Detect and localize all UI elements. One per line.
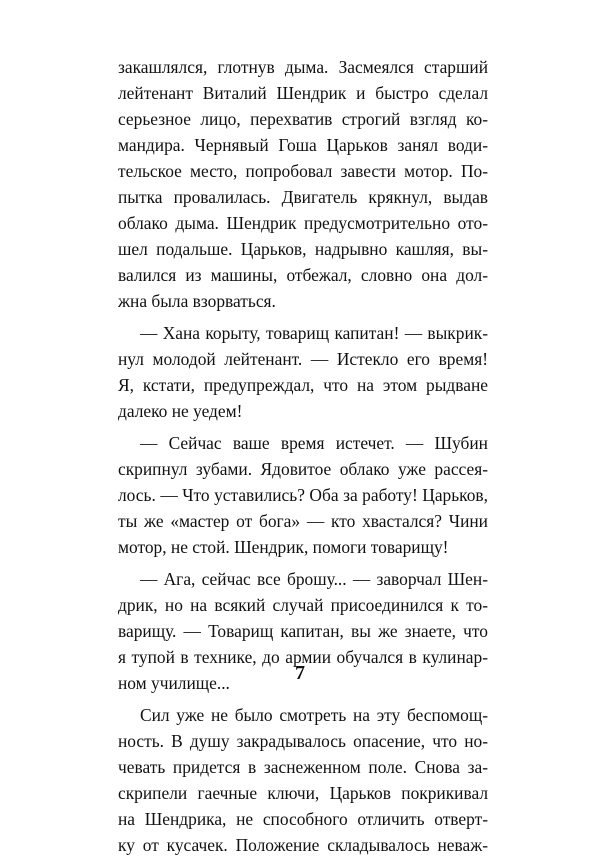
text-line: серьезное лицо, перехватив строгий взгляд ко- xyxy=(118,109,488,129)
text-line: — Хана корыту, товарищ капитан! — выкрик- xyxy=(140,323,488,343)
text-line: на Шендрика, не способного отличить отверт- xyxy=(118,809,488,829)
paragraph xyxy=(118,702,488,858)
text-line: ность. В душу закрадывалось опасение, что но- xyxy=(118,731,488,751)
text-line: валился из машины, отбежал, словно она дол- xyxy=(118,265,488,285)
text-line: далеко не уедем! xyxy=(118,401,243,421)
text-line: Я, кстати, предупреждал, что на этом рыдване xyxy=(118,375,488,395)
paragraph xyxy=(118,54,488,314)
text-line: Сил уже не было смотреть на эту беспомощ- xyxy=(140,705,488,725)
text-line: — Ага, сейчас все брошу... — заворчал Шен- xyxy=(140,569,488,589)
body-text xyxy=(118,54,488,858)
paragraph xyxy=(118,320,488,424)
text-line: нул молодой лейтенант. — Истекло его время! xyxy=(118,349,488,369)
text-line: мотор, не стой. Шендрик, помоги товарищу! xyxy=(118,537,449,557)
text-line: дрик, но на всякий случай присоединился к то- xyxy=(118,595,488,615)
text-line: варищу. — Товарищ капитан, вы же знаете, что xyxy=(118,621,488,641)
text-line: я тупой в технике, до армии обучался в кулинар- xyxy=(118,647,488,667)
text-line: ку от кусачек. Положение складывалось неваж- xyxy=(118,835,488,855)
text-line: лось. — Что уставились? Оба за работу! Царьков, xyxy=(118,485,488,505)
text-line: жна была взорваться. xyxy=(118,291,276,311)
text-line: ты же «мастер от бога» — кто хвастался? Чини xyxy=(118,511,488,531)
text-line: скрипели гаечные ключи, Царьков покрикивал xyxy=(118,783,488,803)
text-line: чевать придется в заснеженном поле. Снова за- xyxy=(118,757,488,777)
text-line: лейтенант Виталий Шендрик и быстро сделал xyxy=(118,83,488,103)
page-number: 7 xyxy=(295,662,305,684)
text-line: закашлялся, глотнув дыма. Засмеялся старший xyxy=(118,57,488,77)
text-line: скрипнул зубами. Ядовитое облако уже рассея- xyxy=(118,459,488,479)
text-line: ном училище... xyxy=(118,673,230,693)
text-line: шел подальше. Царьков, надрывно кашляя, вы- xyxy=(118,239,488,259)
text-line: пытка провалилась. Двигатель крякнул, выдав xyxy=(118,187,488,207)
text-line: — Сейчас ваше время истечет. — Шубин xyxy=(140,433,488,453)
text-line: мандира. Чернявый Гоша Царьков занял води- xyxy=(118,135,488,155)
paragraph xyxy=(118,430,488,560)
text-line: тельское место, попробовал завести мотор. По- xyxy=(118,161,488,181)
text-line: облако дыма. Шендрик предусмотрительно ото- xyxy=(118,213,488,233)
